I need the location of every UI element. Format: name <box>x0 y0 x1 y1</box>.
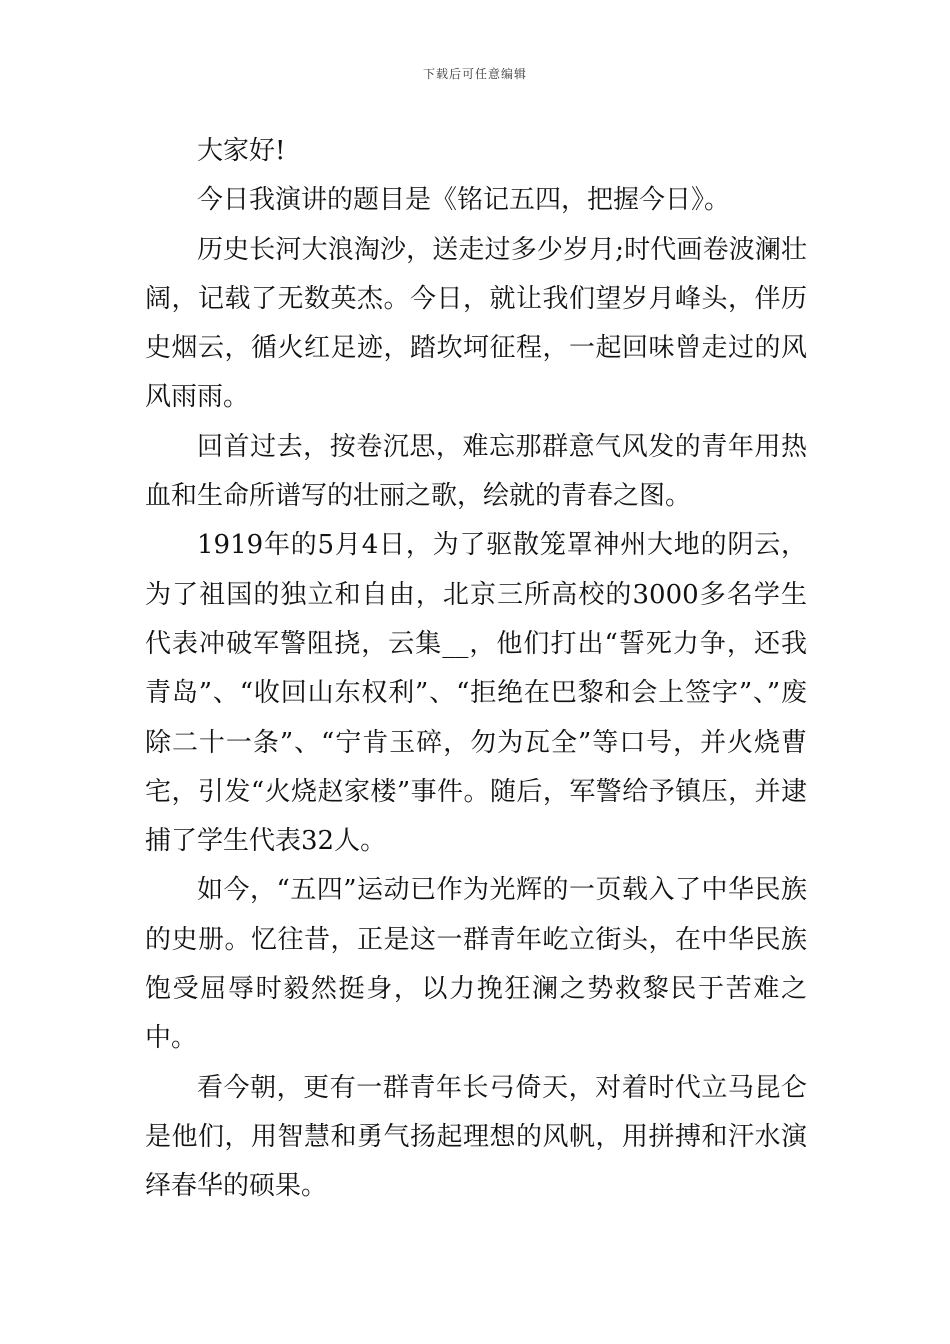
paragraph-may-fourth-1919: 1919年的5月4日，为了驱散笼罩神州大地的阴云，为了祖国的独立和自由，北京三所高校的3000多名学生代表冲破军警阻挠，云集__，他们打出“誓死力争，还我青岛”、“收回山东权利”、“拒绝在巴黎和会上签字”、”废除二十一条”、“宁肯玉碎，勿为瓦全”等口号，并火烧曹宅，引发“火烧赵家楼”事件。随后，军警给予镇压，并逮捕了学生代表32人。 <box>145 530 807 857</box>
page-header: 下载后可任意编辑 <box>422 67 527 81</box>
paragraph-looking-back: 回首过去，按卷沉思，难忘那群意气风发的青年用热血和生命所谱写的壮丽之歌，绘就的青春之图。 <box>145 431 807 512</box>
paragraph-title-intro: 今日我演讲的题目是《铭记五四，把握今日》。 <box>197 185 731 216</box>
paragraph-history: 历史长河大浪淘沙，送走过多少岁月;时代画卷波澜壮阔，记载了无数英杰。今日，就让我们望岁月峰头，伴历史烟云，循火红足迹，踏坎坷征程，一起回味曾走过的风风雨雨。 <box>145 234 807 413</box>
paragraph-present-youth: 看今朝，更有一群青年长弓倚天，对着时代立马昆仑是他们，用智慧和勇气扬起理想的风帆，用拼搏和汗水演绎春华的硕果。 <box>145 1072 807 1202</box>
paragraph-greeting: 大家好! <box>197 136 286 166</box>
paragraph-today: 如今，“五四”运动已作为光辉的一页载入了中华民族的史册。忆往昔，正是这一群青年屹立街头，在中华民族饱受屈辱时毅然挺身，以力挽狂澜之势救黎民于苦难之中。 <box>145 875 807 1054</box>
document-body <box>145 127 807 1212</box>
